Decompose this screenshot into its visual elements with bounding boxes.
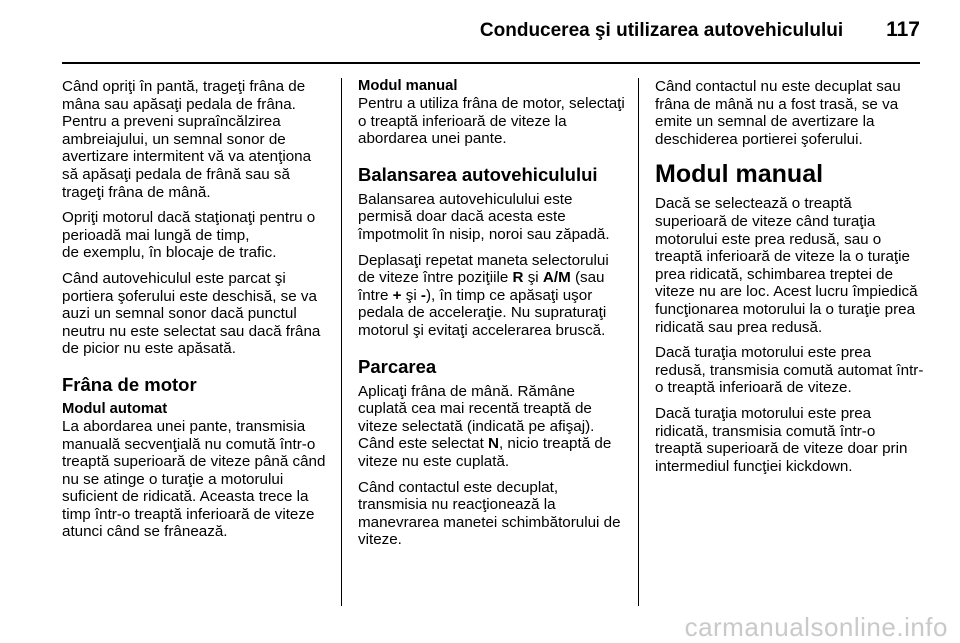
column-divider-2 [638, 78, 639, 606]
paragraph: Când opriţi în pantă, trageţi frâna de mâna sau apăsaţi pedala de frâna. Pentru a preveni supraîncălzirea ambreiajului, un semnal sonor de avertizare intermitent vă va atenţiona să apăsaţi pedala de frână sau să trageţi frâna de mână. [62, 78, 312, 201]
paragraph: Când autovehiculul este parcat şi portiera şoferului este deschisă, se va auzi un semnal sonor dacă punctul neutru nu este selectat sau dacă frâna de picior nu este apăsată. [62, 269, 321, 358]
text-column-3 [655, 78, 925, 483]
page-header [480, 18, 920, 42]
paragraph: Dacă se selectează o treaptă superioară de viteze când turaţia motorului este prea redusă, sau o treaptă inferioară de viteze la o turaţie prea ridicată, schimbarea treptei de viteze nu are loc. Acest lucru împiedică funcţionarea motorului la o turaţie prea ridicată sau prea redusă. [655, 195, 918, 336]
paragraph-text: (sau între [358, 269, 605, 304]
paragraph-text: şi [401, 286, 421, 304]
gear-n-label: N [488, 435, 499, 453]
paragraph [358, 383, 628, 471]
paragraph-text: Deplasaţi repetat maneta selectorului de viteze între poziţiile [358, 251, 609, 287]
text-column-2 [358, 78, 628, 557]
paragraph: Balansarea autovehiculului este permisă doar dacă acesta este împotmolit în nisip, noroi sau zăpadă. [358, 190, 610, 243]
paragraph: Dacă turaţia motorului este prea redusă, transmisia comută automat într-o treaptă inferioară de viteze. [655, 344, 924, 397]
subheading-automatic-mode: Modul automat [62, 400, 168, 417]
section-heading-parking: Parcarea [358, 355, 437, 377]
paragraph-text: de exemplu, în blocaje de trafic. [62, 244, 277, 262]
page-number: 117 [886, 18, 920, 41]
section-heading-rocking: Balansarea autovehiculului [358, 163, 598, 185]
paragraph-text: şi [523, 269, 543, 287]
gear-am-label: A/M [542, 269, 571, 287]
paragraph [358, 252, 628, 340]
subheading-manual-mode: Modul manual [358, 78, 458, 94]
paragraph: Pentru a utiliza frâna de motor, selectaţi o treaptă inferioară de viteze la abordarea unei pante. [358, 95, 625, 148]
paragraph-text: Aplicaţi frâna de mână. Rămâne cuplată cea mai recentă treaptă de viteze selectată (indicată pe afişaj). Când este selectat [358, 382, 595, 453]
chapter-title: Conducerea şi utilizarea autovehiculului [479, 20, 844, 41]
paragraph-text: ), în timp ce apăsaţi uşor pedala de acceleraţie. Nu supraturaţi motorul şi evitaţi accelerarea bruscă. [358, 286, 607, 339]
gear-minus-label: - [420, 286, 426, 304]
header-divider [62, 62, 920, 64]
section-heading-engine-brake: Frâna de motor [62, 373, 197, 395]
watermark: carmanualsonline.info [684, 612, 948, 642]
section-heading-manual-mode: Modul manual [655, 160, 824, 189]
paragraph: Dacă turaţia motorului este prea ridicată, transmisia comută într-o treaptă superioară de viteze doar prin intermediul funcţiei kickdown. [655, 404, 908, 475]
paragraph: Când contactul este decuplat, transmisia nu reacţionează la manevrarea manetei schimbătorului de viteze. [358, 478, 621, 549]
paragraph-text: Opriţi motorul dacă staţionaţi pentru o perioadă mai lungă de timp, [62, 209, 316, 244]
paragraph: La abordarea unei pante, transmisia manuală secvenţială nu comută într-o treaptă superioară de viteze până când nu se atinge o turaţie a motorului suficient de ridicată. Aceasta trece la timp într-o treaptă inferioară de viteze atunci când se frânează. [62, 417, 326, 541]
column-divider-1 [341, 78, 342, 606]
gear-plus-label: + [392, 286, 402, 304]
gear-r-label: R [512, 269, 524, 287]
paragraph: Când contactul nu este decuplat sau frâna de mână nu a fost trasă, se va emite un semnal de avertizare la deschiderea portierei şoferului. [655, 78, 901, 148]
text-column-1 [62, 78, 327, 549]
paragraph [62, 209, 327, 262]
paragraph-text: , nicio treaptă de viteze nu este cuplată. [358, 435, 612, 470]
